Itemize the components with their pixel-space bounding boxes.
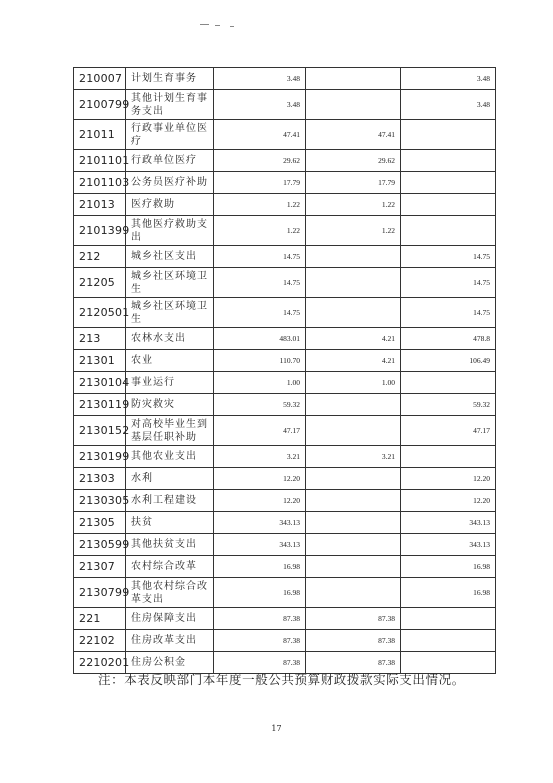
- table-row: [74, 120, 496, 150]
- basic-expenditure-cell: [306, 246, 401, 268]
- item-name-cell: 水利: [126, 468, 214, 490]
- item-name-cell: 其他计划生育事务支出: [126, 90, 214, 120]
- total-amount-cell: 3.48: [214, 68, 306, 90]
- account-code-cell: 2130305: [74, 490, 126, 512]
- basic-expenditure-cell: 87.38: [306, 630, 401, 652]
- table-row: [74, 468, 496, 490]
- total-amount-cell: 14.75: [214, 298, 306, 328]
- item-name-cell: 其他农业支出: [126, 446, 214, 468]
- account-code-cell: 2120501: [74, 298, 126, 328]
- project-expenditure-cell: 12.20: [401, 490, 496, 512]
- basic-expenditure-cell: 17.79: [306, 172, 401, 194]
- item-name-cell: 扶贫: [126, 512, 214, 534]
- account-code-cell: 21011: [74, 120, 126, 150]
- table-row: [74, 328, 496, 350]
- item-name-cell: 其他扶贫支出: [126, 534, 214, 556]
- total-amount-cell: 12.20: [214, 490, 306, 512]
- project-expenditure-cell: 12.20: [401, 468, 496, 490]
- project-expenditure-cell: [401, 120, 496, 150]
- account-code-cell: 21305: [74, 512, 126, 534]
- account-code-cell: 2130152: [74, 416, 126, 446]
- item-name-cell: 住房保障支出: [126, 608, 214, 630]
- project-expenditure-cell: [401, 630, 496, 652]
- item-name-cell: 城乡社区环境卫生: [126, 268, 214, 298]
- account-code-cell: 2210201: [74, 652, 126, 674]
- page-number: 17: [271, 724, 282, 733]
- basic-expenditure-cell: 47.41: [306, 120, 401, 150]
- account-code-cell: 2130199: [74, 446, 126, 468]
- account-code-cell: 2101399: [74, 216, 126, 246]
- item-name-cell: 行政单位医疗: [126, 150, 214, 172]
- item-name-cell: 公务员医疗补助: [126, 172, 214, 194]
- table-row: [74, 298, 496, 328]
- basic-expenditure-cell: 4.21: [306, 328, 401, 350]
- total-amount-cell: 343.13: [214, 534, 306, 556]
- total-amount-cell: 16.98: [214, 578, 306, 608]
- account-code-cell: 21301: [74, 350, 126, 372]
- item-name-cell: 水利工程建设: [126, 490, 214, 512]
- total-amount-cell: 59.32: [214, 394, 306, 416]
- account-code-cell: 221: [74, 608, 126, 630]
- account-code-cell: 21303: [74, 468, 126, 490]
- project-expenditure-cell: 47.17: [401, 416, 496, 446]
- table-row: [74, 534, 496, 556]
- account-code-cell: 210007: [74, 68, 126, 90]
- item-name-cell: 对高校毕业生到基层任职补助: [126, 416, 214, 446]
- basic-expenditure-cell: 1.22: [306, 194, 401, 216]
- project-expenditure-cell: 16.98: [401, 578, 496, 608]
- item-name-cell: 计划生育事务: [126, 68, 214, 90]
- project-expenditure-cell: 14.75: [401, 298, 496, 328]
- item-name-cell: 事业运行: [126, 372, 214, 394]
- table-note: 注：本表反映部门本年度一般公共预算财政拨款实际支出情况。: [98, 672, 465, 687]
- table-row: [74, 194, 496, 216]
- basic-expenditure-cell: [306, 90, 401, 120]
- total-amount-cell: 1.00: [214, 372, 306, 394]
- project-expenditure-cell: [401, 372, 496, 394]
- total-amount-cell: 29.62: [214, 150, 306, 172]
- table-row: [74, 556, 496, 578]
- total-amount-cell: 14.75: [214, 268, 306, 298]
- account-code-cell: 2101101: [74, 150, 126, 172]
- table-row: [74, 394, 496, 416]
- total-amount-cell: 343.13: [214, 512, 306, 534]
- basic-expenditure-cell: 87.38: [306, 652, 401, 674]
- table-row: [74, 372, 496, 394]
- project-expenditure-cell: 3.48: [401, 68, 496, 90]
- project-expenditure-cell: [401, 608, 496, 630]
- table-row: [74, 268, 496, 298]
- total-amount-cell: 3.21: [214, 446, 306, 468]
- basic-expenditure-cell: [306, 512, 401, 534]
- basic-expenditure-cell: 87.38: [306, 608, 401, 630]
- account-code-cell: 212: [74, 246, 126, 268]
- account-code-cell: 2130119: [74, 394, 126, 416]
- basic-expenditure-cell: [306, 578, 401, 608]
- item-name-cell: 农村综合改革: [126, 556, 214, 578]
- basic-expenditure-cell: 4.21: [306, 350, 401, 372]
- account-code-cell: 2130799: [74, 578, 126, 608]
- basic-expenditure-cell: [306, 268, 401, 298]
- total-amount-cell: 3.48: [214, 90, 306, 120]
- table-row: [74, 630, 496, 652]
- item-name-cell: 防灾救灾: [126, 394, 214, 416]
- item-name-cell: 医疗救助: [126, 194, 214, 216]
- total-amount-cell: 16.98: [214, 556, 306, 578]
- basic-expenditure-cell: [306, 556, 401, 578]
- total-amount-cell: 87.38: [214, 608, 306, 630]
- basic-expenditure-cell: [306, 490, 401, 512]
- project-expenditure-cell: [401, 172, 496, 194]
- item-name-cell: 住房公积金: [126, 652, 214, 674]
- table-row: [74, 416, 496, 446]
- basic-expenditure-cell: [306, 68, 401, 90]
- account-code-cell: 21013: [74, 194, 126, 216]
- total-amount-cell: 47.17: [214, 416, 306, 446]
- basic-expenditure-cell: [306, 394, 401, 416]
- basic-expenditure-cell: [306, 416, 401, 446]
- project-expenditure-cell: [401, 194, 496, 216]
- project-expenditure-cell: [401, 446, 496, 468]
- table-row: [74, 216, 496, 246]
- table-body: [74, 68, 496, 674]
- account-code-cell: 213: [74, 328, 126, 350]
- table-row: [74, 578, 496, 608]
- account-code-cell: 21205: [74, 268, 126, 298]
- total-amount-cell: 1.22: [214, 194, 306, 216]
- basic-expenditure-cell: 3.21: [306, 446, 401, 468]
- total-amount-cell: 1.22: [214, 216, 306, 246]
- total-amount-cell: 14.75: [214, 246, 306, 268]
- table-row: [74, 246, 496, 268]
- item-name-cell: 其他医疗救助支出: [126, 216, 214, 246]
- expenditure-table: [73, 67, 496, 674]
- total-amount-cell: 47.41: [214, 120, 306, 150]
- total-amount-cell: 17.79: [214, 172, 306, 194]
- item-name-cell: 其他农村综合改革支出: [126, 578, 214, 608]
- table-row: [74, 512, 496, 534]
- total-amount-cell: 483.01: [214, 328, 306, 350]
- project-expenditure-cell: [401, 150, 496, 172]
- basic-expenditure-cell: [306, 468, 401, 490]
- item-name-cell: 农林水支出: [126, 328, 214, 350]
- item-name-cell: 城乡社区环境卫生: [126, 298, 214, 328]
- basic-expenditure-cell: 29.62: [306, 150, 401, 172]
- basic-expenditure-cell: [306, 298, 401, 328]
- project-expenditure-cell: 3.48: [401, 90, 496, 120]
- table-row: [74, 446, 496, 468]
- basic-expenditure-cell: 1.22: [306, 216, 401, 246]
- account-code-cell: 2130104: [74, 372, 126, 394]
- item-name-cell: 住房改革支出: [126, 630, 214, 652]
- item-name-cell: 行政事业单位医疗: [126, 120, 214, 150]
- total-amount-cell: 87.38: [214, 652, 306, 674]
- table-row: [74, 608, 496, 630]
- project-expenditure-cell: 14.75: [401, 268, 496, 298]
- scan-mark: [200, 23, 242, 27]
- project-expenditure-cell: 59.32: [401, 394, 496, 416]
- table-row: [74, 68, 496, 90]
- item-name-cell: 农业: [126, 350, 214, 372]
- account-code-cell: 2101103: [74, 172, 126, 194]
- basic-expenditure-cell: 1.00: [306, 372, 401, 394]
- basic-expenditure-cell: [306, 534, 401, 556]
- project-expenditure-cell: [401, 216, 496, 246]
- total-amount-cell: 87.38: [214, 630, 306, 652]
- project-expenditure-cell: 16.98: [401, 556, 496, 578]
- total-amount-cell: 110.70: [214, 350, 306, 372]
- table-row: [74, 350, 496, 372]
- total-amount-cell: 12.20: [214, 468, 306, 490]
- project-expenditure-cell: 343.13: [401, 534, 496, 556]
- account-code-cell: 21307: [74, 556, 126, 578]
- account-code-cell: 22102: [74, 630, 126, 652]
- item-name-cell: 城乡社区支出: [126, 246, 214, 268]
- table-row: [74, 90, 496, 120]
- table-row: [74, 490, 496, 512]
- table-row: [74, 172, 496, 194]
- project-expenditure-cell: 106.49: [401, 350, 496, 372]
- table-row: [74, 150, 496, 172]
- project-expenditure-cell: 14.75: [401, 246, 496, 268]
- project-expenditure-cell: 343.13: [401, 512, 496, 534]
- account-code-cell: 2100799: [74, 90, 126, 120]
- account-code-cell: 2130599: [74, 534, 126, 556]
- project-expenditure-cell: 478.8: [401, 328, 496, 350]
